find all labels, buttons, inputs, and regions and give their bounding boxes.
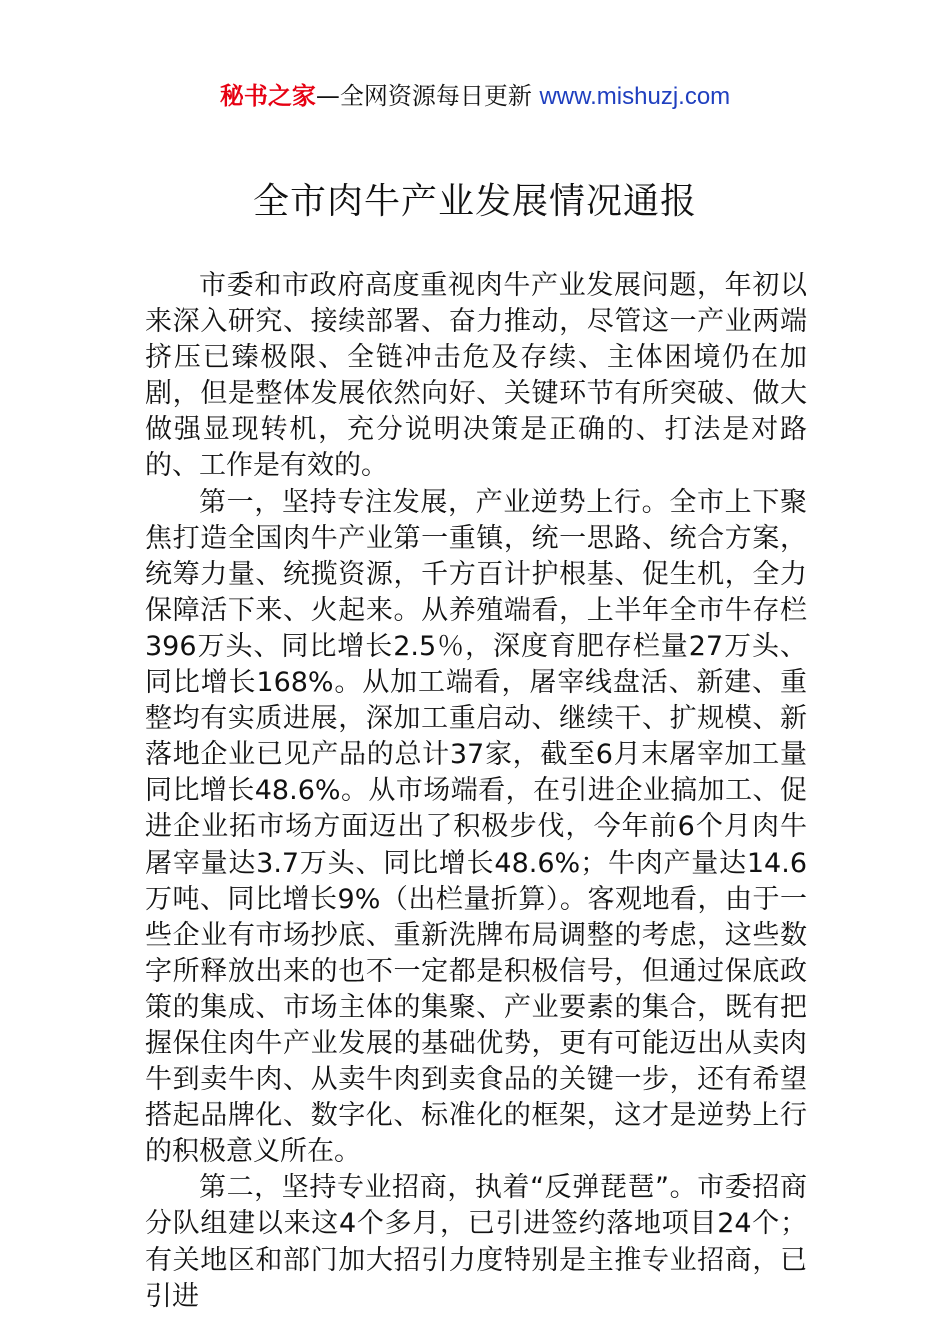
site-header: [0, 80, 950, 113]
document-title: 全市肉牛产业发展情况通报: [252, 181, 697, 222]
site-tagline: —全网资源每日更新: [315, 82, 540, 110]
document-body: [145, 268, 807, 1315]
site-brand: 秘书之家: [219, 82, 316, 110]
paragraph-second-point: 第二，坚持专业招商，执着“反弹琵琶”。市委招商分队组建以来这4个多月，已引进签约落地项目24个；有关地区和部门加大招引力度特别是主推专业招商，已引进: [145, 1172, 807, 1312]
paragraph-intro: 市委和市政府高度重视肉牛产业发展问题，年初以来深入研究、接续部署、奋力推动，尽管这一产业两端挤压已臻极限、全链冲击危及存续、主体困境仍在加剧，但是整体发展依然向好、关键环节有所突破、做大做强显现转机，充分说明决策是正确的、打法是对路的、工作是有效的。: [145, 270, 807, 482]
paragraph-first-point: 第一，坚持专注发展，产业逆势上行。全市上下聚焦打造全国肉牛产业第一重镇，统一思路、统合方案，统筹力量、统揽资源，千方百计护根基、促生机，全力保障活下来、火起来。从养殖端看，上半年全市牛存栏396万头、同比增长2.5％，深度育肥存栏量27万头、同比增长168%。从加工端看，屠宰线盘活、新建、重整均有实质进展，深加工重启动、继续干、扩规模、新落地企业已见产品的总计37家，截至6月末屠宰加工量同比增长48.6%。从市场端看，在引进企业搞加工、促进企业拓市场方面迈出了积极步伐，今年前6个月肉牛屠宰量达3.7万头、同比增长48.6%；牛肉产量达14.6万吨、同比增长9%（出栏量折算）。客观地看，由于一些企业有市场抄底、重新洗牌布局调整的考虑，这些数字所释放出来的也不一定都是积极信号，但通过保底政策的集成、市场主体的集聚、产业要素的集合，既有把握保住肉牛产业发展的基础优势，更有可能迈出从卖肉牛到卖牛肉、从卖牛肉到卖食品的关键一步，还有希望搭起品牌化、数字化、标准化的框架，这才是逆势上行的积极意义所在。: [145, 486, 807, 1168]
site-url-link[interactable]: www.mishuzj.com: [539, 83, 731, 110]
